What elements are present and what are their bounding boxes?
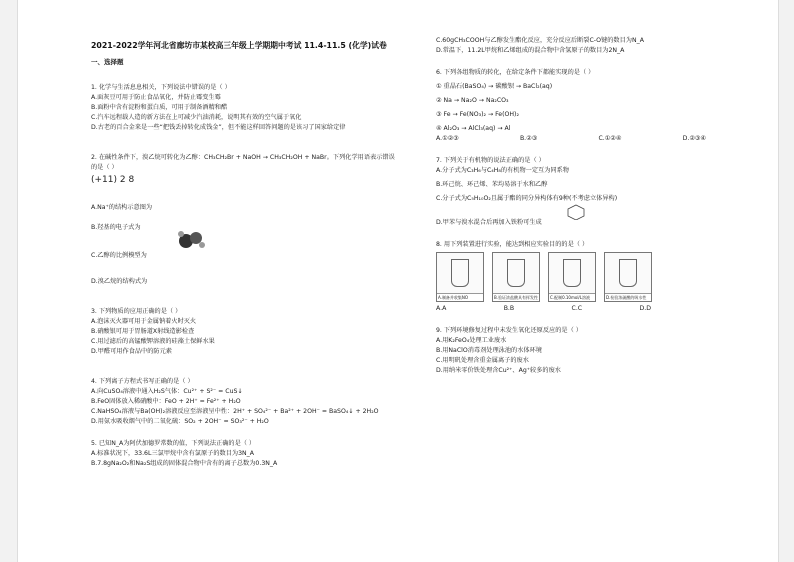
apparatus-b: B.验证浓盐酸具有挥发性	[492, 252, 540, 302]
q3-option-a: A.泡沫灭火器可用于金属钠着火时灭火	[91, 318, 197, 325]
toluene-structure-image	[566, 204, 586, 220]
q6-option-d: D.②③④	[682, 135, 706, 142]
q2-option-b: B.羟基的电子式为	[91, 224, 141, 231]
q8-options	[436, 304, 651, 314]
q1-option-a: A.面灰豆可用于防止食品氧化，并防止霉变生霉	[91, 94, 221, 101]
question-9	[436, 326, 776, 376]
section-heading: 一、选择题	[91, 58, 124, 66]
q7-stem: 7. 下列关于有机物的说法正确的是（ ）	[436, 157, 545, 164]
apparatus-c: C.配制0.10mol/L溶液	[548, 252, 596, 302]
question-2	[91, 153, 431, 287]
question-3	[91, 307, 431, 357]
q6-options	[436, 134, 706, 144]
q6-option-b: B.②③	[519, 135, 538, 142]
apparatus-figures	[436, 252, 776, 302]
q1-option-b: B.面粉中含有淀粉和蛋白质，可用于制备酒精和醋	[91, 104, 228, 111]
q9-option-d: D.用纳米零价铁处理含Cu²⁺、Ag⁺较多的废水	[436, 367, 561, 374]
question-8	[436, 240, 776, 314]
q8-option-c: C.C	[571, 305, 583, 312]
q1-stem: 1. 化学与生活息息相关，下列说法中错误的是（ ）	[91, 84, 231, 91]
q3-stem: 3. 下列物质的应用正确的是（ ）	[91, 308, 182, 315]
q7-option-c: C.分子式为C₅H₁₀O₂且属于酯的同分异构体有9种(不考虑立体异构)	[436, 195, 618, 202]
atom-structure-diagram: (+11) 2 8	[91, 175, 135, 185]
q6-route-2: ② Na → Na₂O → Na₂CO₃	[436, 97, 509, 104]
q5-option-d: D.常温下，11.2L甲烷和乙烯组成的混合物中含氢原子的数目为2N_A	[436, 47, 625, 54]
q3-option-c: C.用过滤后的高锰酸钾溶液的硅藻土保鲜水果	[91, 338, 215, 345]
q9-stem: 9. 下列环境修复过程中未发生氧化还原反应的是（ ）	[436, 327, 582, 334]
left-column	[91, 0, 431, 469]
q7-option-d: D.甲苯与溴水混合后再加入铁粉可生成	[436, 219, 542, 226]
q3-option-d: D.甲醛可用作食品中的防元素	[91, 348, 172, 355]
page-title: 2021-2022学年河北省廊坊市某校高三年级上学期期中考试 11.4-11.5 (化学)试卷	[91, 41, 387, 50]
q7-option-b: B.环己烷、环己烯、苯均易溶于水和乙醇	[436, 181, 548, 188]
q6-option-c: C.①②④	[598, 135, 622, 142]
q6-option-a: A.①②③	[436, 135, 459, 142]
q6-route-1: ① 重晶石(BaSO₄) → 碳酸钡 → BaCl₂(aq)	[436, 83, 553, 90]
q6-route-4: ④ Al₂O₃ → AlCl₃(aq) → Al	[436, 125, 511, 132]
question-1	[91, 83, 431, 133]
q2-stem-cont: 的是（ ）	[91, 164, 118, 171]
apparatus-a: A.制备并收集NO	[436, 252, 484, 302]
q6-stem: 6. 下列各组物质的转化，在给定条件下都能实现的是（ ）	[436, 69, 595, 76]
q4-stem: 4. 下列离子方程式书写正确的是（ ）	[91, 378, 194, 385]
q5-option-b: B.7.8gNa₂O₂和Na₂S组成的固体混合物中含有的离子总数为0.3N_A	[91, 460, 278, 467]
q6-route-3: ③ Fe → Fe(NO₃)₂ → Fe(OH)₂	[436, 111, 519, 118]
q2-stem: 2. 在碱性条件下，溴乙烷可转化为乙醇：CH₃CH₂Br + NaOH → CH₃CH₂OH + NaBr。下列化学用语表示错误	[91, 154, 395, 161]
question-5	[91, 439, 431, 469]
q2-option-c: C.乙醇的比例模型为	[91, 252, 147, 259]
q8-option-d: D.D	[639, 305, 651, 312]
q8-option-a: A.A	[436, 305, 447, 312]
q5-option-a: A.标准状况下，33.6L三氯甲烷中含有氯原子的数目为3N_A	[91, 450, 254, 457]
q9-option-c: C.用明矾处理含重金属离子的废水	[436, 357, 529, 364]
q4-option-d: D.用氨水吸收烟气中的二氧化硫：SO₂ + 2OH⁻ = SO₃²⁻ + H₂O	[91, 418, 269, 425]
q5-option-c: C.60gCH₃COOH与乙醇发生酯化反应，充分反应后断裂C-O键的数目为N_A	[436, 37, 644, 44]
q8-option-b: B.B	[503, 305, 515, 312]
exam-page	[17, 0, 779, 562]
question-4	[91, 377, 431, 427]
q4-option-c: C.NaHSO₄溶液与Ba(OH)₂溶液反应至溶液呈中性：2H⁺ + SO₄²⁻ + Ba²⁺ + 2OH⁻ = BaSO₄↓ + 2H₂O	[91, 408, 379, 415]
question-6	[436, 68, 776, 144]
q4-option-a: A.向CuSO₄溶液中通入H₂S气体：Cu²⁺ + S²⁻ = CuS↓	[91, 388, 243, 395]
question-7	[436, 156, 776, 228]
apparatus-d: D.检验浓硫酸的吸水性	[604, 252, 652, 302]
q3-option-b: B.硝酸银可用于胃肠道X射线造影检查	[91, 328, 195, 335]
q5-stem: 5. 已知N_A为阿伏加德罗常数的值，下列说法正确的是（ ）	[91, 440, 256, 447]
q1-option-d: D.古老的百合金来是一些“把钱丢掉转化成钱金”，但不能这样回答问题的是该习了国家给定律	[91, 124, 346, 131]
q2-option-a: A.Na⁺的结构示意图为	[91, 204, 153, 211]
ethanol-model-image	[176, 229, 206, 251]
q9-option-a: A.用K₂FeO₄处理工业废水	[436, 337, 507, 344]
q8-stem: 8. 用下列装置进行实验，能达到相应实验目的的是（ ）	[436, 241, 589, 248]
q9-option-b: B.用NaClO消毒剂处理泳池的水体环境	[436, 347, 542, 354]
q7-option-a: A.分子式为C₃H₆与C₄H₈的有机物一定互为同系物	[436, 167, 569, 174]
q1-option-c: C.汽车远程载人造的新方法在上可减少汽油消耗，说明其有效的空气属于氧化	[91, 114, 302, 121]
q4-option-b: B.FeO固体放入稀硝酸中：FeO + 2H⁺ = Fe²⁺ + H₂O	[91, 398, 241, 405]
q2-option-d: D.溴乙烷的结构式为	[91, 278, 148, 285]
right-column	[436, 0, 776, 376]
